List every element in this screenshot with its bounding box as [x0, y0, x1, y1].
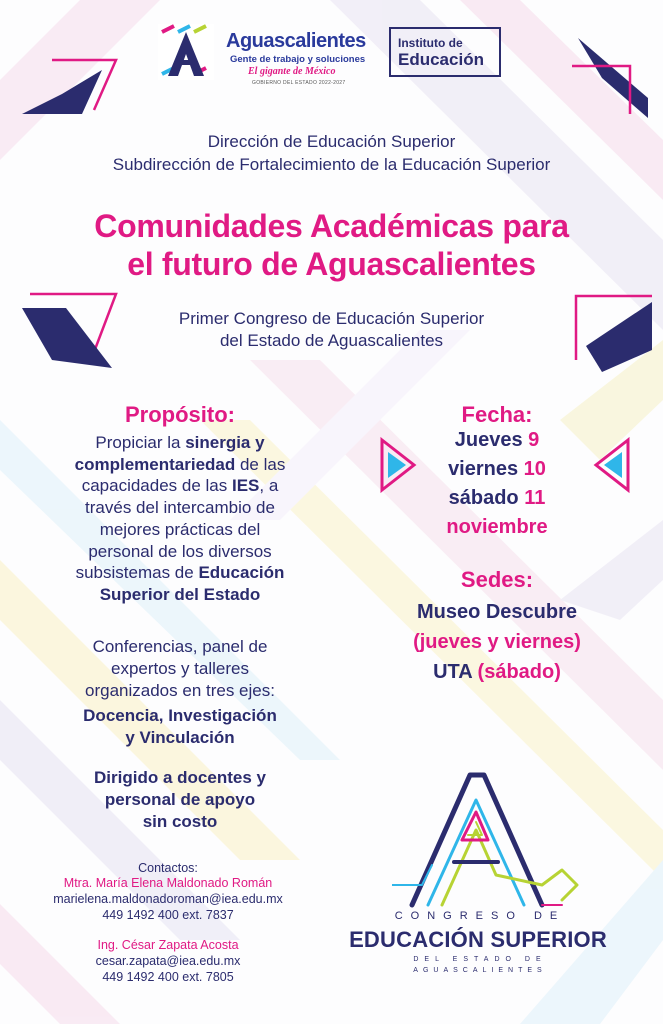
- contact-phone: 449 1492 400 ext. 7805: [102, 970, 234, 984]
- title-line1: Comunidades Académicas para: [94, 208, 569, 244]
- conferences-line: organizados en tres ejes:: [85, 681, 275, 700]
- government-logo-slogan: Gente de trabajo y soluciones: [230, 54, 366, 65]
- purpose-heading: Propósito:: [125, 402, 235, 427]
- government-logo-term: GOBIERNO DEL ESTADO 2022-2027: [252, 80, 346, 86]
- purpose-highlight: sinergia y: [185, 433, 265, 452]
- purpose-highlight: IES: [231, 476, 260, 496]
- audience-line: Dirigido a docentes y: [94, 768, 266, 787]
- date-day-number: 9: [528, 429, 540, 451]
- date-day-label: viernes: [448, 458, 524, 480]
- purpose-text-part: personal de los diversos: [88, 541, 272, 561]
- purpose-text-part: Propiciar la: [95, 433, 186, 452]
- audience-line: sin costo: [142, 812, 218, 831]
- congress-line1: Primer Congreso de Educación Superior: [178, 309, 485, 328]
- purpose-text-part: , a: [259, 476, 279, 496]
- congress-logo-word2: DEL ESTADO DE: [413, 956, 547, 963]
- venue-days: (jueves y viernes): [413, 631, 581, 653]
- date-month: noviembre: [446, 516, 548, 538]
- date-day-number: 11: [524, 487, 546, 509]
- title-line2: el futuro de Aguascalientes: [127, 246, 536, 282]
- page-title: [0, 207, 663, 283]
- venues-heading: Sedes:: [460, 567, 534, 592]
- audience-line: personal de apoyo: [104, 790, 256, 809]
- congress-logo-word3: AGUASCALIENTES: [413, 967, 547, 974]
- purpose-text-part: mejores prácticas del: [99, 519, 261, 539]
- chevron-ornament-top-left: [22, 40, 120, 114]
- iea-logo-line2: Educación: [398, 50, 484, 69]
- date-heading: Fecha:: [461, 402, 533, 427]
- conferences-line: Conferencias, panel de: [92, 637, 268, 656]
- contact-card-2: [0, 937, 336, 985]
- purpose-highlight: complementariedad: [74, 454, 236, 474]
- iea-logo-line1: Instituto de: [398, 36, 463, 50]
- contact-name: Ing. César Zapata Acosta: [97, 938, 239, 952]
- department-line2: Subdirección de Fortalecimiento de la Educación Superior: [112, 155, 551, 174]
- contact-email[interactable]: marielena.maldonadoroman@iea.edu.mx: [53, 892, 283, 906]
- purpose-text-part: través del intercambio de: [85, 498, 275, 518]
- contact-phone: 449 1492 400 ext. 7837: [102, 908, 234, 922]
- date-day-label: sábado: [448, 487, 525, 509]
- contact-card-1: [0, 875, 336, 923]
- department-line1: Dirección de Educación Superior: [207, 132, 456, 151]
- conferences-line: expertos y talleres: [111, 659, 249, 678]
- contact-email[interactable]: cesar.zapata@iea.edu.mx: [95, 954, 241, 968]
- axes-line: Docencia, Investigación: [83, 706, 277, 725]
- purpose-text: [20, 432, 340, 606]
- government-logo-tagline: El gigante de México: [248, 66, 336, 77]
- conference-axes: [20, 705, 340, 749]
- contact-name: Mtra. María Elena Maldonado Román: [63, 876, 273, 890]
- purpose-text-part: capacidades de las: [81, 476, 232, 496]
- date-day-number: 10: [523, 458, 546, 480]
- chevron-ornament-mid-left: [22, 290, 122, 370]
- government-logo: [158, 24, 214, 80]
- contacts-heading: Contactos:: [138, 861, 198, 875]
- chevron-ornament-top-right: [568, 38, 658, 118]
- audience-text: [20, 767, 340, 833]
- date-list: [392, 426, 602, 542]
- purpose-text-part: de las: [235, 454, 286, 474]
- venue-name: Museo Descubre: [416, 601, 578, 623]
- government-logo-title: Aguascalientes: [226, 30, 366, 52]
- date-day-label: Jueves: [454, 429, 529, 451]
- congress-a-logo-icon: [392, 760, 582, 910]
- axes-line: y Vinculación: [125, 728, 235, 747]
- congress-logo-word1: CONGRESO DE: [394, 910, 566, 922]
- venue-name: UTA: [433, 661, 478, 683]
- congress-line2: del Estado de Aguascalientes: [219, 331, 444, 350]
- aguascalientes-emblem-icon: [158, 24, 214, 80]
- purpose-highlight: Educación: [198, 563, 285, 583]
- venues-list: [392, 597, 602, 687]
- conferences-text: [20, 636, 340, 702]
- purpose-highlight: Superior del Estado: [99, 584, 261, 604]
- congress-logo-main: EDUCACIÓN SUPERIOR: [349, 927, 607, 952]
- venue-days: (sábado): [477, 661, 561, 683]
- purpose-text-part: subsistemas de: [75, 563, 199, 583]
